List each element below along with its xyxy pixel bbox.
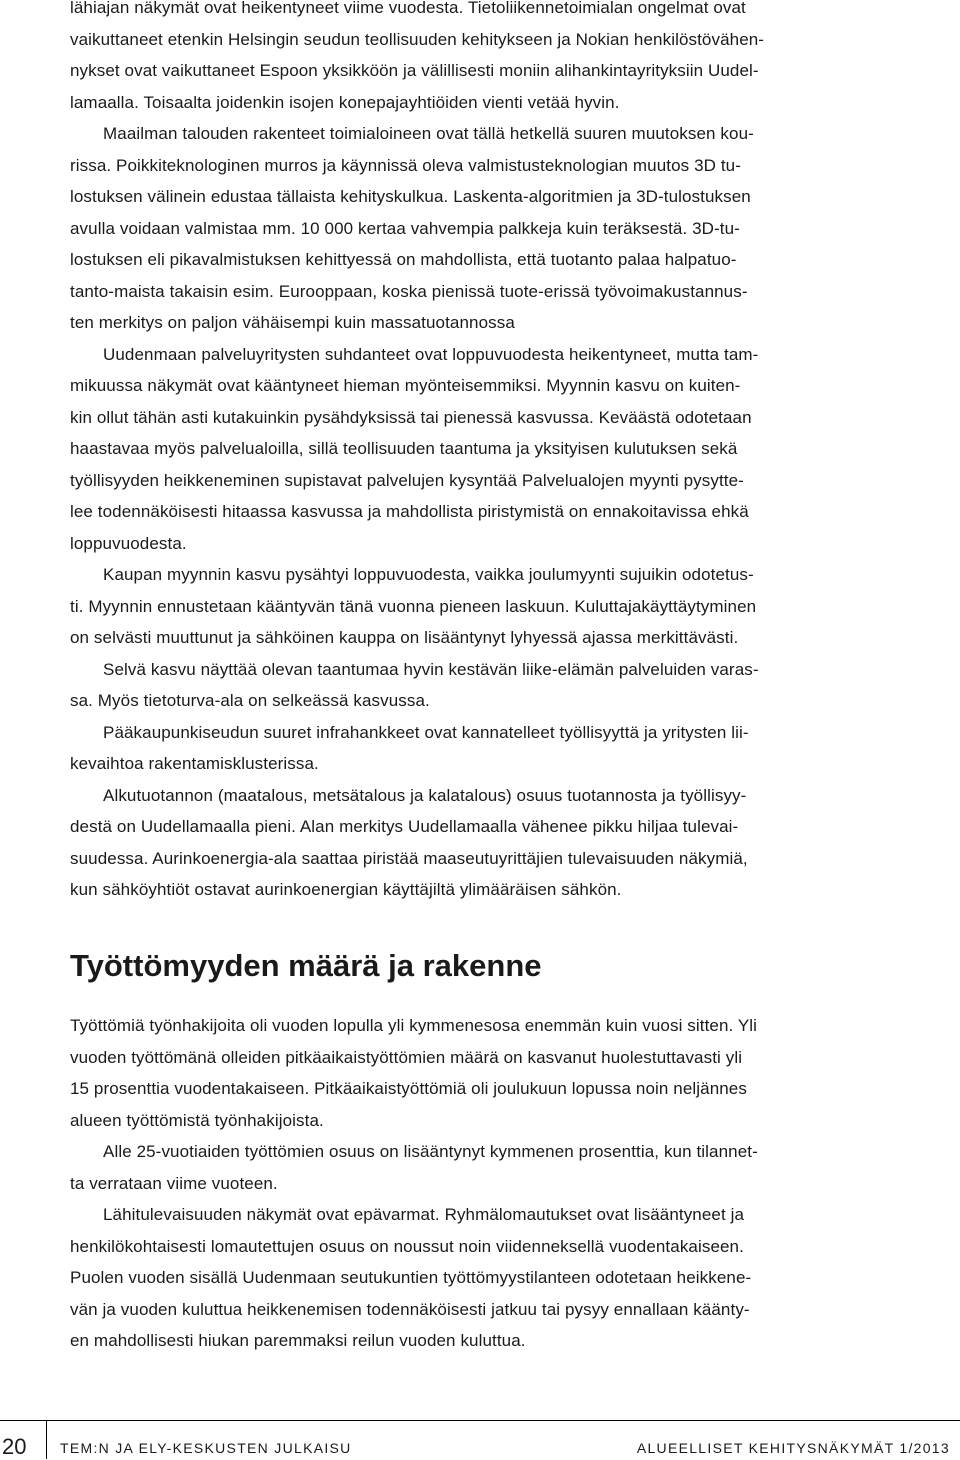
text-line: Uudenmaan palveluyritysten suhdanteet ovat loppuvuodesta heikentyneet, mutta tam- bbox=[103, 344, 759, 364]
text-line: alueen työttömistä työnhakijoista. bbox=[70, 1110, 324, 1130]
text-line: Alkutuotannon (maatalous, metsätalous ja kalatalous) osuus tuotannosta ja työllisyy- bbox=[103, 785, 747, 805]
text-line: lostuksen eli pikavalmistuksen kehittyessä on mahdollista, että tuotanto palaa halpatuo- bbox=[70, 250, 737, 269]
text-line: sa. Myös tietoturva-ala on selkeässä kasvussa. bbox=[70, 691, 430, 710]
text-line: lamaalla. Toisaalta joidenkin isojen konepajayhtiöiden vienti vetää hyvin. bbox=[70, 92, 620, 112]
text-line: on selvästi muuttunut ja sähköinen kauppa on lisääntynyt lyhyessä ajassa merkittävästi. bbox=[70, 628, 739, 647]
text-line: lähiajan näkymät ovat heikentyneet viime vuodesta. Tietoliikennetoimialan ongelmat ovat bbox=[70, 0, 746, 17]
text-line: nykset ovat vaikuttaneet Espoon yksikköön ja välillisesti moniin alihankintayrityksiin Uudel- bbox=[70, 61, 759, 80]
text-line: henkilökohtaisesti lomautettujen osuus on noussut noin viidenneksellä vuodentakaiseen. bbox=[70, 1236, 744, 1256]
text-line: destä on Uudellamaalla pieni. Alan merkitys Uudellamaalla vähenee pikku hiljaa tulevai- bbox=[70, 817, 739, 836]
text-line: tanto-maista takaisin esim. Eurooppaan, koska pienissä tuote-erissä työvoimakustannus- bbox=[70, 281, 748, 301]
text-line: työllisyyden heikkeneminen supistavat palvelujen kysyntää Palvelualojen myynti pysytte- bbox=[70, 470, 744, 490]
page-number: 20 bbox=[2, 1434, 27, 1459]
text-line: kevaihtoa rakentamisklusterissa. bbox=[70, 754, 319, 773]
text-line: vuoden työttömänä olleiden pitkäaikaistyöttömien määrä on kasvanut huolestuttavasti yli bbox=[70, 1047, 743, 1067]
page-footer bbox=[0, 1420, 960, 1459]
text-line: Työttömiä työnhakijoita oli vuoden lopulla yli kymmenesosa enemmän kuin vuosi sitten. Yli bbox=[70, 1016, 758, 1035]
text-line: Kaupan myynnin kasvu pysähtyi loppuvuodesta, vaikka joulumyynti sujuikin odotetus- bbox=[103, 565, 754, 584]
text-line: Puolen vuoden sisällä Uudenmaan seutukuntien työttömyystilanteen odotetaan heikkene- bbox=[70, 1268, 752, 1287]
body-text-section-2 bbox=[70, 1010, 892, 1357]
footer-divider bbox=[46, 1420, 47, 1459]
publication-name: TEM:N JA ELY-KESKUSTEN JULKAISU bbox=[60, 1440, 352, 1456]
text-line: vaikuttaneet etenkin Helsingin seudun teollisuuden kehitykseen ja Nokian henkilöstövähen- bbox=[70, 29, 765, 49]
text-line: kin ollut tähän asti kutakuinkin pysähdyksissä tai pienessä kasvussa. Keväästä odotetaan bbox=[70, 407, 752, 427]
text-line: rissa. Poikkiteknologinen murros ja käynnissä oleva valmistusteknologian muutos 3D tu- bbox=[70, 155, 741, 175]
text-line: lostuksen välinein edustaa tällaista kehityskulkua. Laskenta-algoritmien ja 3D-tulostuksen bbox=[70, 187, 751, 206]
footer-rule bbox=[0, 1420, 960, 1421]
text-line: loppuvuodesta. bbox=[70, 533, 187, 553]
text-line: mikuussa näkymät ovat kääntyneet hieman myönteisemmiksi. Myynnin kasvu on kuiten- bbox=[70, 376, 741, 395]
text-line: Maailman talouden rakenteet toimialoineen ovat tällä hetkellä suuren muutoksen kou- bbox=[103, 124, 754, 143]
text-line: vän ja vuoden kuluttua heikkenemisen todennäköisesti jatkuu tai pysyy ennallaan käänty- bbox=[70, 1299, 750, 1319]
section-heading: Työttömyyden määrä ja rakenne bbox=[70, 948, 542, 983]
text-line: lee todennäköisesti hitaassa kasvussa ja mahdollista piristymistä on ennakoitavissa ehkä bbox=[70, 502, 749, 521]
text-line: suudessa. Aurinkoenergia-ala saattaa piristää maaseutuyrittäjien tulevaisuuden näkymiä, bbox=[70, 848, 748, 868]
text-line: ta verrataan viime vuoteen. bbox=[70, 1173, 278, 1193]
text-line: Pääkaupunkiseudun suuret infrahankkeet ovat kannatelleet työllisyyttä ja yritysten lii- bbox=[103, 722, 749, 742]
text-line: haastavaa myös palvelualoilla, sillä teollisuuden taantuma ja yksityisen kulutuksen sekä bbox=[70, 439, 738, 458]
text-line: avulla voidaan valmistaa mm. 10 000 kertaa vahvempia palkkeja kuin teräksestä. 3D-tu- bbox=[70, 218, 740, 238]
publication-title: ALUEELLISET KEHITYSNÄKYMÄT 1/2013 bbox=[636, 1440, 950, 1456]
text-line: kun sähköyhtiöt ostavat aurinkoenergian käyttäjiltä ylimääräisen sähkön. bbox=[70, 880, 622, 899]
text-line: Lähitulevaisuuden näkymät ovat epävarmat. Ryhmälomautukset ovat lisääntyneet ja bbox=[103, 1205, 745, 1224]
body-text-section-1 bbox=[70, 0, 892, 906]
text-line: Alle 25-vuotiaiden työttömien osuus on lisääntynyt kymmenen prosenttia, kun tilannet- bbox=[103, 1142, 758, 1161]
text-line: Selvä kasvu näyttää olevan taantumaa hyvin kestävän liike-elämän palveluiden varas- bbox=[103, 659, 759, 679]
text-line: ten merkitys on paljon vähäisempi kuin massatuotannossa bbox=[70, 313, 515, 332]
text-line: 15 prosenttia vuodentakaiseen. Pitkäaikaistyöttömiä oli joulukuun lopussa noin neljännes bbox=[70, 1079, 747, 1098]
text-line: en mahdollisesti hiukan paremmaksi reilun vuoden kuluttua. bbox=[70, 1331, 526, 1350]
text-line: ti. Myynnin ennustetaan kääntyvän tänä vuonna pieneen laskuun. Kuluttajakäyttäytyminen bbox=[70, 596, 757, 616]
